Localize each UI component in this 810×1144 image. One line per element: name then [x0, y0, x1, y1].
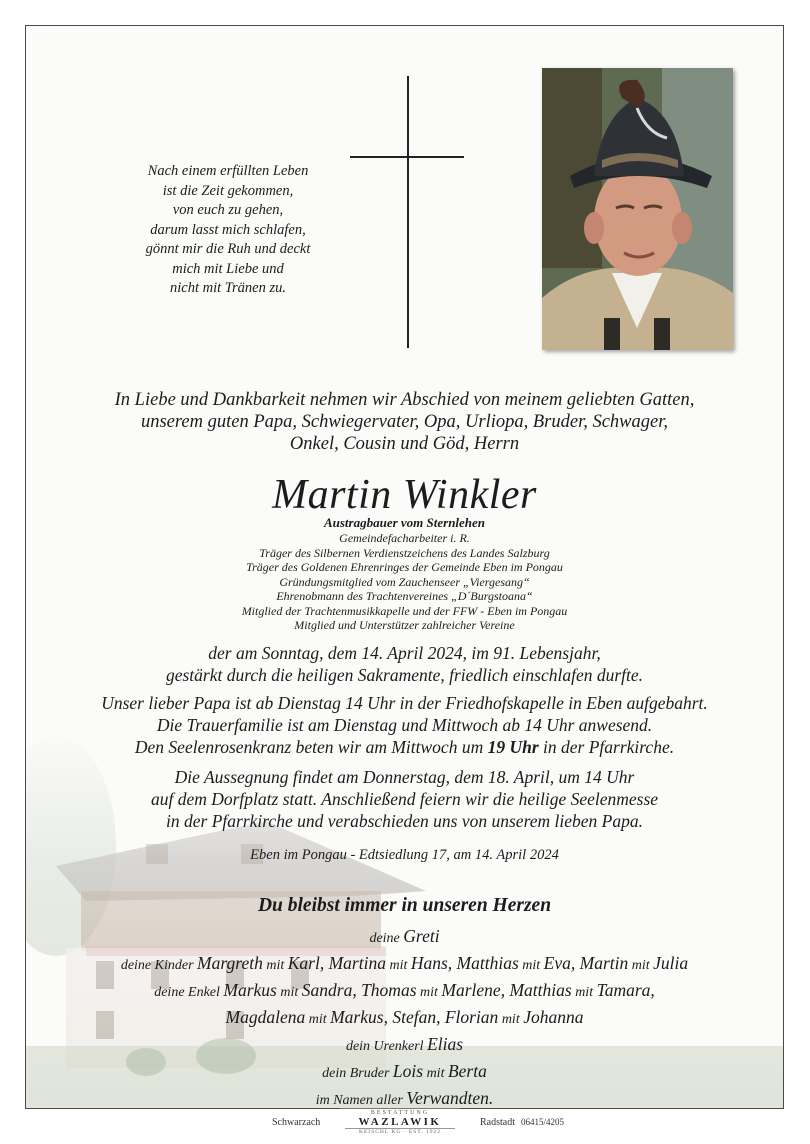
mourner-name: Matthias: [509, 980, 572, 1000]
with-label: mit: [305, 1012, 331, 1027]
mourner-name: Florian: [444, 1007, 499, 1027]
separator: ,: [436, 1007, 445, 1027]
mourner-name: Hans: [410, 953, 448, 973]
with-label: mit: [385, 958, 411, 973]
relation-label: deine: [369, 931, 404, 946]
place-date: Eben im Pongau - Edtsiedlung 17, am 14. April 2024: [250, 847, 559, 863]
separator: ,: [352, 980, 362, 1000]
mourner-line: [26, 1059, 783, 1086]
relation-label: dein Urenkerl: [345, 1039, 428, 1054]
mourner-name: Karl: [287, 953, 320, 973]
poem-line: gönnt mir die Ruh und deckt: [145, 241, 311, 257]
mourner-line: [26, 1032, 783, 1059]
deceased-name: Martin Winkler: [272, 472, 537, 518]
mourners-list: [26, 924, 783, 1109]
funeral-home-logo: [330, 1108, 470, 1135]
honor-line: Mitglied und Unterstützer zahlreicher Vereine: [294, 618, 515, 632]
portrait-photo: [542, 68, 733, 350]
mourner-name: Markus: [330, 1007, 384, 1027]
death-notice: [26, 642, 783, 686]
poem-line: darum lasst mich schlafen,: [150, 221, 306, 238]
mourner-name: Johanna: [523, 1007, 584, 1027]
with-label: mit: [498, 1012, 524, 1027]
mourner-name: Margreth: [197, 953, 263, 973]
mourner-name: Eva: [543, 953, 571, 973]
mourner-name: Magdalena: [225, 1007, 306, 1027]
mourner-name: Greti: [403, 926, 440, 946]
relation-label: im Namen aller: [315, 1093, 407, 1108]
with-label: mit: [276, 985, 302, 1000]
logo-main-text: WAZLAWIK: [358, 1116, 442, 1128]
with-label: mit: [416, 985, 442, 1000]
wake-text: in der Pfarrkirche.: [538, 737, 675, 757]
honor-line: Gemeindefacharbeiter i. R.: [339, 531, 470, 545]
wake-line: [26, 736, 783, 758]
with-label: mit: [628, 958, 654, 973]
mourner-name: Elias: [427, 1034, 464, 1054]
poem-line: mich mit Liebe und: [172, 260, 284, 277]
mourner-name: Sandra: [301, 980, 353, 1000]
poem-line: Nach einem erfüllten Leben: [147, 163, 309, 179]
funeral-line: auf dem Dorfplatz statt. Anschließend feiern wir die heilige Seelenmesse: [150, 789, 659, 809]
wake-line: Unser lieber Papa ist ab Dienstag 14 Uhr in der Friedhofskapelle in Eben aufgebahrt.: [101, 693, 708, 713]
logo-sub-text: KEISCHL KG · EST. 1922: [345, 1128, 455, 1135]
mourner-line: [26, 924, 783, 951]
footer-location-left: Schwarzach: [272, 1117, 321, 1128]
relation-label: deine Kinder: [120, 958, 198, 973]
cross-horizontal-bar: [350, 156, 464, 158]
mourner-name: Martin: [579, 953, 629, 973]
honor-line: Ehrenobmann des Trachtenvereines „D´Burgstoana“: [276, 589, 533, 603]
death-line: der am Sonntag, dem 14. April 2024, im 91. Lebensjahr,: [208, 643, 601, 663]
separator: ,: [500, 980, 510, 1000]
separator: ,: [383, 1007, 393, 1027]
mourner-name: Stefan: [392, 1007, 437, 1027]
mourner-name: Marlene: [441, 980, 501, 1000]
poem-line: von euch zu gehen,: [172, 202, 284, 218]
parte-card: [25, 25, 784, 1109]
rosary-time: 19 Uhr: [487, 737, 539, 757]
intro-line: In Liebe und Dankbarkeit nehmen wir Abschied von meinem geliebten Gatten,: [114, 390, 695, 410]
funeral-line: Die Aussegnung findet am Donnerstag, dem 18. April, um 14 Uhr: [174, 767, 635, 787]
mourner-name: Markus: [223, 980, 277, 1000]
intro-line: Onkel, Cousin und Göd, Herrn: [289, 434, 520, 454]
mourner-name: Julia: [653, 953, 689, 973]
mourner-line: [26, 951, 783, 978]
separator: ,: [650, 980, 655, 1000]
poem-line: nicht mit Tränen zu.: [169, 280, 286, 296]
honors-list: [26, 531, 783, 633]
relation-label: dein Bruder: [322, 1066, 393, 1081]
honor-line: Träger des Silbernen Verdienstzeichens des Landes Salzburg: [259, 545, 550, 560]
with-label: mit: [423, 1066, 448, 1081]
separator: ,: [570, 953, 580, 973]
mourner-name: Tamara: [596, 980, 651, 1000]
mourner-name: Verwandten.: [406, 1088, 494, 1108]
footer-location-right: Radstadt: [480, 1117, 515, 1128]
poem: [78, 162, 378, 299]
death-line: gestärkt durch die heiligen Sakramente, friedlich einschlafen durfte.: [165, 665, 644, 685]
with-label: mit: [518, 958, 544, 973]
mourner-name: Martina: [328, 953, 386, 973]
wake-text: Den Seelenrosenkranz beten wir am Mittwoch um: [134, 737, 488, 757]
logo-top-text: BESTATTUNG: [340, 1108, 460, 1116]
mourner-line: [26, 1005, 783, 1032]
mourner-name: Lois: [392, 1061, 424, 1081]
footer: [0, 1108, 810, 1144]
intro-text: [26, 389, 783, 455]
deceased-subtitle: Austragbauer vom Sternlehen: [323, 515, 486, 530]
funeral-line: in der Pfarrkirche und verabschieden uns von unserem lieben Papa.: [166, 811, 643, 831]
poem-line: ist die Zeit gekommen,: [162, 182, 294, 199]
wake-notice: [26, 692, 783, 758]
mourner-line: [26, 978, 783, 1005]
relation-label: deine Enkel: [154, 985, 224, 1000]
honor-line: Träger des Goldenen Ehrenringes der Gemeinde Eben im Pongau: [246, 560, 563, 574]
footer-phone: 06415/4205: [521, 1117, 565, 1127]
separator: ,: [447, 953, 457, 973]
separator: ,: [319, 953, 329, 973]
with-label: mit: [571, 985, 597, 1000]
mourner-line: [26, 1086, 783, 1109]
honor-line: Mitglied der Trachtenmusikkapelle und der FFW - Eben im Pongau: [241, 603, 568, 618]
mourner-name: Thomas: [361, 980, 417, 1000]
mourner-name: Matthias: [456, 953, 519, 973]
motto: Du bleibst immer in unseren Herzen: [257, 895, 552, 916]
honor-line: Gründungsmitglied vom Zauchenseer „Viergesang“: [279, 574, 530, 589]
funeral-notice: [26, 766, 783, 832]
mourner-name: Berta: [447, 1061, 487, 1081]
intro-line: unserem guten Papa, Schwiegervater, Opa, Urliopa, Bruder, Schwager,: [140, 412, 668, 432]
with-label: mit: [262, 958, 288, 973]
cross-vertical-bar: [407, 76, 409, 348]
wake-line: Die Trauerfamilie ist am Dienstag und Mittwoch ab 14 Uhr anwesend.: [156, 715, 653, 735]
